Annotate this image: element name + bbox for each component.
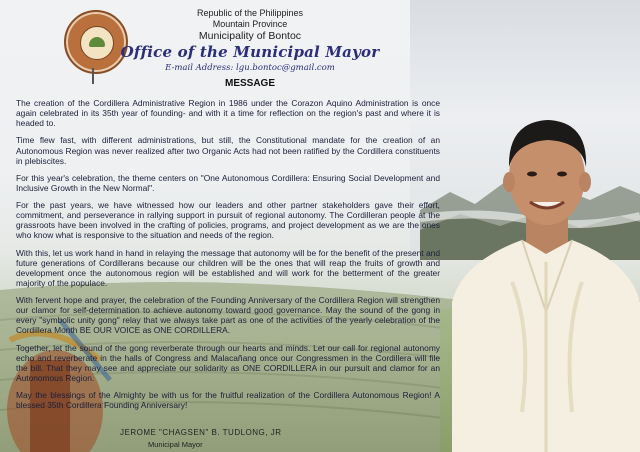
- paragraph: For this year's celebration, the theme centers on "One Autonomous Cordillera: Ensuring Social Development and Inclusive Growth in the New Normal".: [16, 172, 440, 193]
- email-line: E-mail Address: lgu.bontoc@gmail.com: [165, 63, 335, 73]
- signatory-name: JEROME "CHAGSEN" B. TUDLONG, JR: [120, 428, 282, 437]
- province-line: Mountain Province: [212, 19, 288, 29]
- office-title: Office of the Municipal Mayor: [120, 43, 380, 61]
- republic-line: Republic of the Philippines: [196, 8, 304, 18]
- paragraph: For the past years, we have witnessed how our leaders and other partner stakeholders gave their effort, commitment, and perseverance in rallying support in pursuit of regional autonomy. The Cordilleran people at the grassroots have been involved in the crafting of policies, programs, and project development as we are the ones who know what is responsive to the situation and needs of the region.: [16, 200, 440, 241]
- mayor-portrait-image: [452, 112, 640, 452]
- paragraph: With this, let us work hand in hand in relaying the message that autonomy will be for the benefit of the present and future generations of Cordillerans because our children will be the ones that will reap the fruits of growth and development once the autonomous region will be established and will work for the betterment of the greater majority of the populace.: [16, 247, 440, 288]
- paragraph: The creation of the Cordillera Administrative Region in 1986 under the Corazon Aquino Administration is once again celebrated in its 35th year of founding- and with it a time for reflection on the region's past and where it is headed to.: [16, 98, 440, 129]
- paragraph: May the blessings of the Almighty be with us for the fruitful realization of the Cordillera Autonomous Region! A blessed 35th Cordillera Founding Anniversary!: [16, 390, 440, 411]
- paragraph: With fervent hope and prayer, the celebration of the Founding Anniversary of the Cordillera Region will strengthen our clamor for self-determination to achieve autonomy toward good governance. May the sound of the gong in every "symbolic unity gong" relay that we always take part as one of the activities of the yearly celebration of the Cordillera Month BE OUR VOICE as ONE CORDILLERA.: [16, 295, 440, 336]
- message-body: [16, 98, 440, 418]
- municipality-line: Municipality of Bontoc: [198, 30, 302, 42]
- message-heading: MESSAGE: [224, 78, 275, 89]
- signatory-title: Municipal Mayor: [148, 440, 203, 449]
- paragraph: Time flew fast, with different administrations, but still, the Constitutional mandate for the creation of an Autonomous Region was never realized after two Organic Acts had not been ratified by the Cordillera constituents in plebiscites.: [16, 135, 440, 166]
- paragraph: Together, let the sound of the gong reverberate through our hearts and minds. Let our call for regional autonomy echo and reverberate in the halls of Congress and Malacañang once our Congressmen in the Cordillera will file the bill. That they may see and appreciate our solidarity as ONE CORDILLERA in our pursuit and clamor for an Autonomous Region.: [16, 342, 440, 383]
